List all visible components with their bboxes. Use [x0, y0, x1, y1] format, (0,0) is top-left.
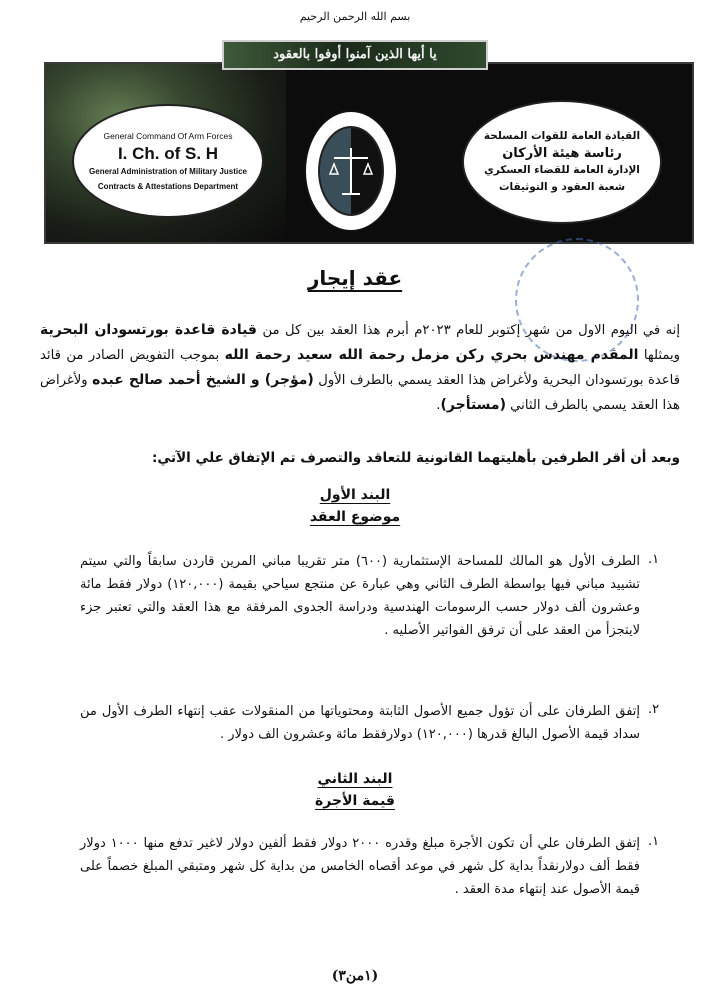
military-justice-emblem — [304, 110, 398, 232]
clause-2-subtitle: قيمة الأجرة — [315, 793, 395, 809]
clause-1-subtitle: موضوع العقد — [309, 509, 401, 525]
intro-text-2: ويمثلها — [638, 348, 680, 363]
scales-of-justice-icon — [306, 112, 396, 230]
english-org-line-2: I. Ch. of S. H — [117, 144, 219, 163]
arabic-org-line-2: رئاسة هيئة الأركان — [502, 146, 622, 161]
intro-party-first: قيادة قاعدة بورتسودان البحرية — [40, 322, 257, 338]
clause-1-heading — [0, 484, 710, 528]
document-title: عقد إيجار — [307, 266, 403, 290]
intro-representative: المقدم مهندس بحري ركن مزمل رحمة الله سعيد رحمة الله — [224, 347, 639, 363]
clause-1-item-1-text: الطرف الأول هو المالك للمساحة الإستثمارية (٦٠٠) متر تقريبا مباني المرين قاردن سابقاً والتي سيتم تشييد مباني فيها بواسطة الطرف الثاني وهي عبارة عن منتجع سياحي بقيمة (١٢٠,٠٠٠) دولار فقط مائة وعشرون ألف دولار حسب الرسومات الهندسية ودراسة الجدوى المرفقة مع هذا العقد والتي تعتبر جزء لايتجزأ من العقد على أن ترفق الفواتير الأصليه . — [80, 554, 640, 638]
clause-1-item-2-number: ٢. — [648, 702, 660, 717]
quran-verse-plaque: يا أيها الذين آمنوا أوفوا بالعقود — [222, 40, 488, 70]
intro-text-1: إنه في اليوم الاول من شهر إكتوبر للعام ٢٠٢٣م أبرم هذا العقد بين كل من — [256, 323, 680, 338]
arabic-org-line-4: شعبة العقود و التوثيقات — [498, 181, 626, 193]
clause-2-item-1-text: إتفق الطرفان علي أن تكون الأجرة مبلغ وقدره ٢٠٠٠ دولار فقط ألفين دولار لاغير تدفع منها ١٠٠٠ دولار فقط ألف دولارنقداً بداية كل شهر في موعد أقصاه الخامس من بداية كل شهر ومتبقي المبلغ خصماً على قيمة الأصول عند إنتهاء مدة العقد . — [80, 836, 640, 897]
english-letterhead-oval — [72, 104, 264, 218]
clause-2-item-1-number: ١. — [648, 834, 660, 849]
page-number: (١من٣) — [331, 968, 379, 984]
clause-1-title: البند الأول — [319, 487, 391, 503]
intro-text-3: بموجب التفويض الصادر من قائد قاعدة بورتسودان البحرية ولأغراض هذا العقد يسمي بالطرف الأول — [40, 348, 681, 388]
clause-2-title: البند الثاني — [317, 771, 393, 787]
english-org-line-1: General Command Of Arm Forces — [103, 131, 233, 141]
arabic-org-line-3: الإدارة العامة للقضاء العسكري — [484, 164, 640, 176]
clause-1-item-1-number: ١. — [648, 552, 660, 567]
intro-tenant-label: (مستأجر) — [440, 397, 506, 413]
arabic-letterhead-oval — [462, 100, 662, 224]
intro-party-second: (مؤجر) و الشيخ أحمد صالح عبده — [92, 372, 314, 388]
intro-text-5: . — [436, 398, 441, 413]
arabic-org-line-1: القيادة العامة للقوات المسلحة — [483, 130, 641, 142]
clause-2-heading — [0, 768, 710, 812]
english-org-line-3: General Administration of Military Justice — [89, 167, 247, 176]
agreement-statement: وبعد أن أقر الطرفين بأهليتهما القانونية للتعاقد والتصرف تم الإتفاق علي الآتي: — [151, 450, 680, 466]
intro-paragraph — [40, 318, 680, 418]
clause-1-item-2-text: إتفق الطرفان على أن تؤول جميع الأصول الثابتة ومحتوياتها من المنقولات عقب إنتهاء الطرف الأول من سداد قيمة الأصول البالغ قدرها (١٢٠,٠٠٠) دولارفقط مائة وعشرون الف دولار . — [80, 704, 640, 742]
basmala: بسم الله الرحمن الرحيم — [299, 10, 411, 23]
english-org-line-4: Contracts & Attestations Department — [97, 182, 239, 191]
intro-text-4: ولأغراض هذا العقد يسمي بالطرف الثاني — [40, 373, 680, 413]
